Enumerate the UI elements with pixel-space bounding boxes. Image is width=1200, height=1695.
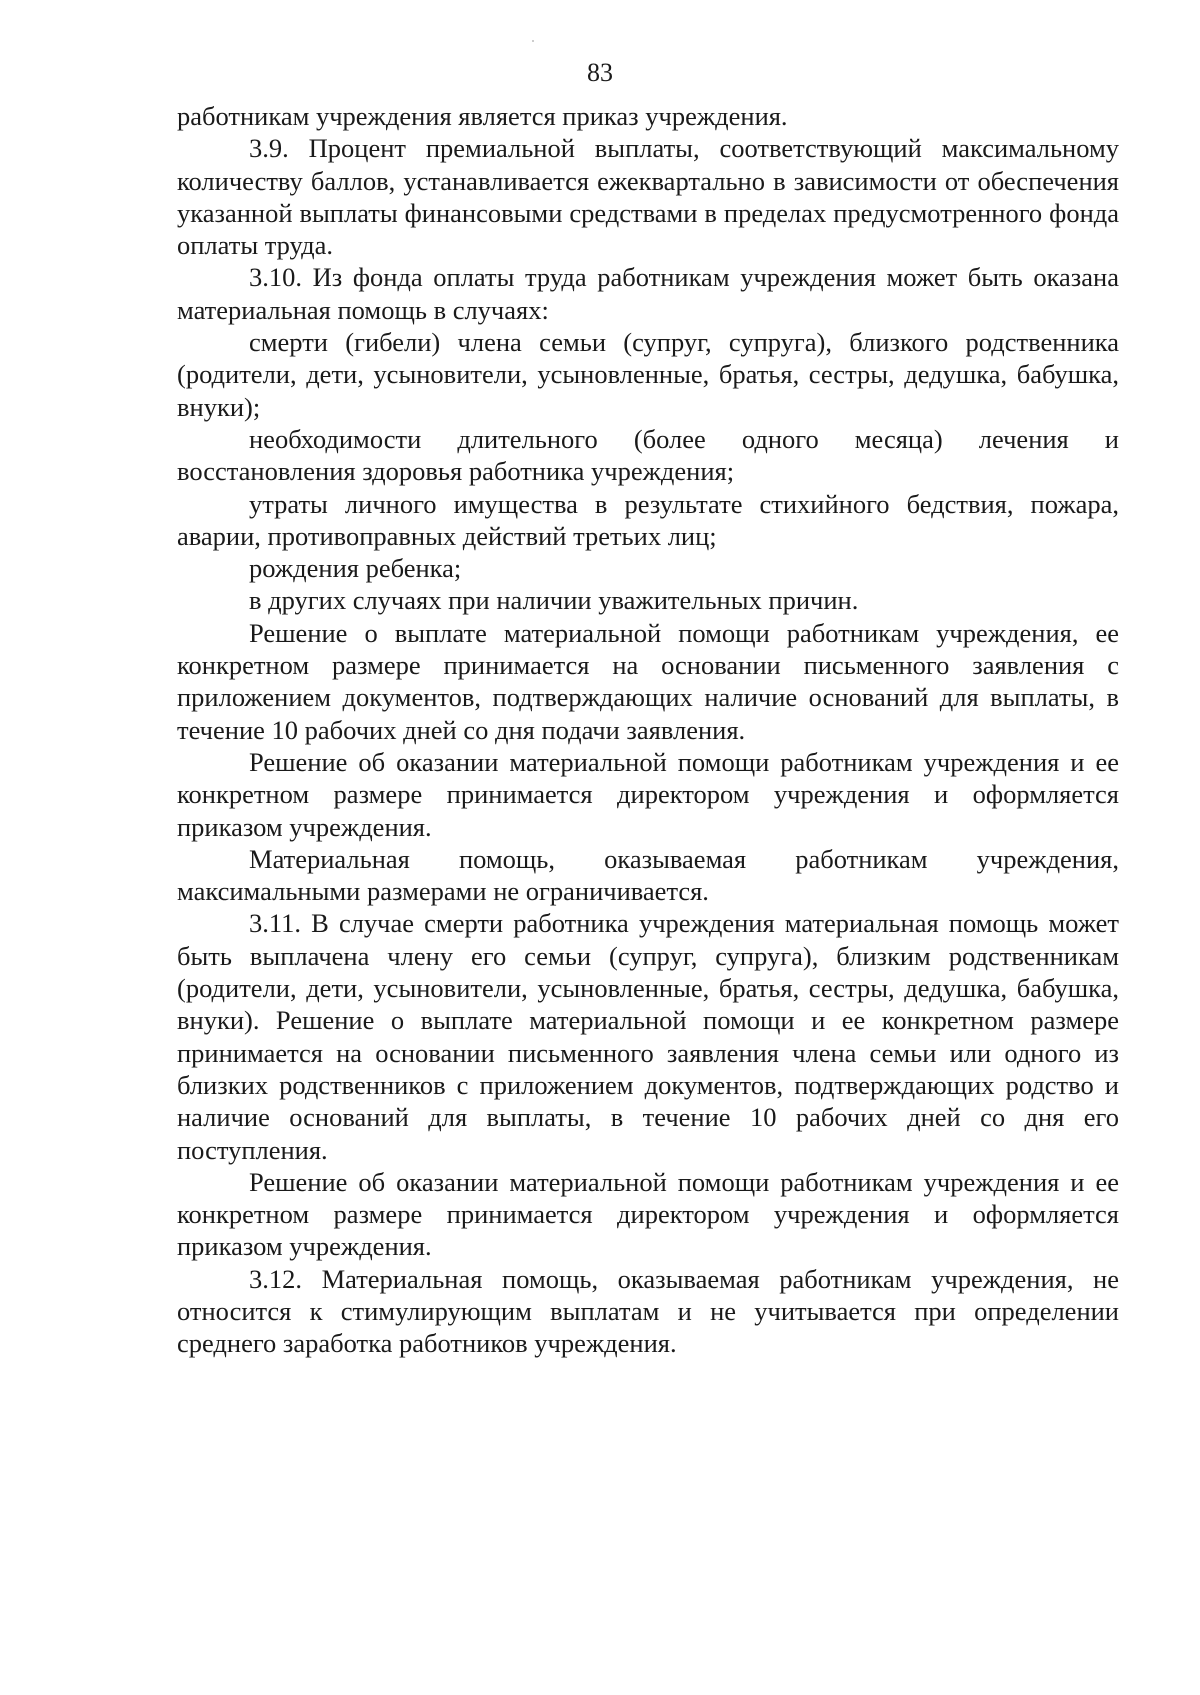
case-property-loss: утраты личного имущества в результате стихийного бедствия, пожара, аварии, противоправных действий третьих лиц; [177,488,1119,551]
paragraph-no-max-limit: Материальная помощь, оказываемая работникам учреждения, максимальными размерами не ограничивается. [177,843,1119,907]
paragraph-continuation: работникам учреждения является приказ учреждения. [177,101,788,131]
paragraph-decision-director-2: Решение об оказании материальной помощи работникам учреждения и ее конкретном размере принимается директором учреждения и оформляется приказом учреждения. [177,1166,1119,1262]
page-number: 83 [587,58,613,87]
case-other-reasons: в других случаях при наличии уважительных причин. [249,585,859,616]
case-childbirth: рождения ребенка; [249,553,462,584]
paragraph-decision-payment: Решение о выплате материальной помощи работникам учреждения, ее конкретном размере принимается на основании письменного заявления с приложением документов, подтверждающих наличие оснований для выплаты, в течение 10 рабочих дней со дня подачи заявления. [177,617,1119,745]
scan-speck [532,40,534,42]
document-body [177,100,1119,1360]
paragraph-3-11: 3.11. В случае смерти работника учреждения материальная помощь может быть выплачена члену его семьи (супруг, супруга), близким родственникам (родители, дети, усыновители, усыновленные, братья, сестры, дедушка, бабушка, внуки). Решение о выплате материальной помощи и ее конкретном размере принимается на основании письменного заявления члена семьи или одного из близких родственников с приложением документов, подтверждающих родство и наличие оснований для выплаты, в течение 10 рабочих дней со дня его поступления. [177,908,1119,1165]
case-long-treatment: необходимости длительного (более одного месяца) лечения и восстановления здоровья работника учреждения; [177,423,1119,487]
case-death-family-member: смерти (гибели) члена семьи (супруг, супруга), близкого родственника (родители, дети, усыновители, усыновленные, братья, сестры, дедушка, бабушка, внуки); [177,327,1119,422]
paragraph-3-9: 3.9. Процент премиальной выплаты, соответствующий максимальному количеству баллов, устанавливается ежеквартально в зависимости от обеспечения указанной выплаты финансовыми средствами в пределах предусмотренного фонда оплаты труда. [177,133,1119,261]
paragraph-decision-director: Решение об оказании материальной помощи работникам учреждения и ее конкретном размере принимается директором учреждения и оформляется приказом учреждения. [177,746,1119,842]
paragraph-3-10: 3.10. Из фонда оплаты труда работникам учреждения может быть оказана материальная помощь в случаях: [177,262,1119,325]
paragraph-3-12: 3.12. Материальная помощь, оказываемая работникам учреждения, не относится к стимулирующим выплатам и не учитывается при определении среднего заработка работников учреждения. [177,1263,1119,1359]
